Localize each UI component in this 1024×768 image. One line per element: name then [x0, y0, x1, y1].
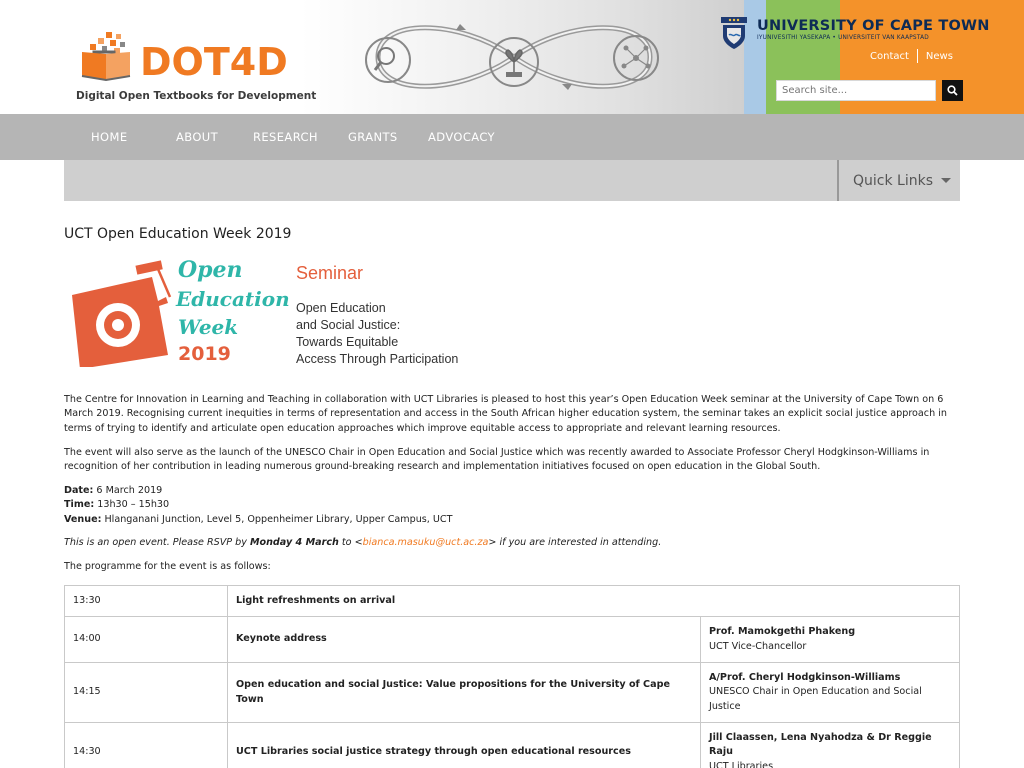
rsvp-post: > if you are interested in attending.: [488, 537, 662, 548]
programme-table: [64, 585, 960, 768]
table-cell-time: 13:30: [65, 586, 228, 617]
venue-label: Venue:: [64, 513, 102, 525]
top-links: [870, 49, 953, 63]
link-separator: [917, 49, 918, 63]
contact-link[interactable]: Contact: [870, 50, 909, 62]
banner-seminar: Seminar: [296, 263, 364, 283]
rsvp-mid: to <: [338, 537, 363, 548]
oew-logo-icon: [66, 257, 176, 367]
table-cell-speaker: [701, 723, 960, 768]
table-cell-time: 14:30: [65, 723, 228, 768]
quick-links-bar: [64, 160, 960, 201]
speaker-name: Jill Claassen, Lena Nyahodza & Dr Reggie Raju: [709, 731, 932, 758]
quick-links-button[interactable]: [839, 160, 960, 201]
speaker-name: A/Prof. Cheryl Hodgkinson-Williams: [709, 671, 901, 683]
launch-paragraph: The event will also serve as the launch of the UNESCO Chair in Open Education and Social Justice which was recently awarded to Associate Professor Cheryl Hodgkinson-Williams in recognition of her contribution in leading numerous ground-breaking research and implementation initiatives focused on open education in the Global South.: [64, 447, 930, 473]
table-row: [65, 663, 960, 723]
rsvp-note: [64, 536, 960, 550]
table-row: [65, 723, 960, 768]
oew-title-education: Education: [176, 287, 290, 311]
caret-down-icon: [941, 178, 951, 183]
search-button[interactable]: [942, 80, 963, 101]
banner-line: Access Through Participation: [296, 352, 459, 366]
infinity-graphic: [348, 8, 680, 106]
oew-title-week: Week: [178, 315, 239, 339]
main-nav: [0, 114, 1024, 160]
oew-year: 2019: [178, 343, 231, 365]
time-label: Time:: [64, 499, 95, 511]
table-cell-title: UCT Libraries social justice strategy through open educational resources: [228, 723, 701, 768]
dot4d-logo-icon: [76, 32, 138, 84]
speaker-role: UCT Libraries: [709, 760, 774, 768]
banner-line: Towards Equitable: [296, 335, 399, 349]
table-cell-time: 14:15: [65, 663, 228, 723]
banner-line: Open Education: [296, 301, 386, 315]
logo-title: DOT4D: [140, 40, 288, 84]
date-value: 6 March 2019: [93, 485, 163, 496]
uct-name[interactable]: UNIVERSITY OF CAPE TOWN: [757, 18, 990, 34]
rsvp-deadline: Monday 4 March: [249, 537, 339, 548]
news-link[interactable]: News: [925, 50, 953, 62]
logo-subtitle: Digital Open Textbooks for Development: [76, 90, 317, 102]
time-value: 13h30 – 15h30: [94, 499, 170, 511]
table-row: [65, 617, 960, 663]
programme-intro: The programme for the event is as follows:: [64, 561, 271, 572]
page-title: UCT Open Education Week 2019: [64, 226, 292, 242]
search-icon: [947, 85, 958, 96]
table-cell-speaker: [701, 617, 960, 663]
uct-subtitle: IYUNIVESITHI YASEKAPA • UNIVERSITEIT VAN KAAPSTAD: [757, 35, 929, 41]
table-cell-title: Light refreshments on arrival: [228, 586, 960, 617]
speaker-role: UCT Vice-Chancellor: [709, 640, 807, 652]
uct-crest-icon: [720, 16, 748, 50]
table-cell-time: 14:00: [65, 617, 228, 663]
venue-value: Hlanganani Junction, Level 5, Oppenheimer Library, Upper Campus, UCT: [101, 513, 453, 525]
event-details: [64, 484, 960, 527]
speaker-role: UNESCO Chair in Open Education and Social Justice: [709, 686, 922, 712]
dot4d-logo[interactable]: [74, 24, 317, 106]
speaker-name: Prof. Mamokgethi Phakeng: [709, 626, 856, 638]
table-cell-speaker: [701, 663, 960, 723]
nav-item-advocacy[interactable]: ADVOCACY: [428, 130, 495, 144]
table-cell-title: Open education and social Justice: Value propositions for the University of Cape Town: [228, 663, 701, 723]
nav-item-grants[interactable]: GRANTS: [348, 130, 398, 144]
event-banner: [66, 257, 486, 377]
nav-item-research[interactable]: RESEARCH: [253, 130, 318, 144]
table-cell-title: Keynote address: [228, 617, 701, 663]
quick-links-label: Quick Links: [853, 172, 934, 189]
intro-paragraph: The Centre for Innovation in Learning and Teaching in collaboration with UCT Libraries is pleased to host this year’s Open Education Week seminar at the University of Cape Town on 6 March 2019. Recognising current inequities in terms of representation and access in the South African higher education system, the seminar takes an explicit social justice approach in terms of trying to identify and articulate open education approaches which improve equitable access to appropriate and relevant learning resources.: [64, 394, 947, 434]
date-label: Date:: [64, 485, 94, 496]
nav-item-home[interactable]: HOME: [91, 130, 128, 144]
rsvp-pre: This is an open event. Please RSVP by: [64, 537, 250, 548]
search-input[interactable]: [776, 80, 936, 101]
rsvp-email-link[interactable]: bianca.masuku@uct.ac.za: [362, 537, 489, 548]
table-row: [65, 586, 960, 617]
oew-title-open: Open: [178, 257, 243, 283]
site-header: [0, 0, 1024, 114]
nav-item-about[interactable]: ABOUT: [176, 130, 219, 144]
banner-line: and Social Justice:: [296, 318, 401, 332]
